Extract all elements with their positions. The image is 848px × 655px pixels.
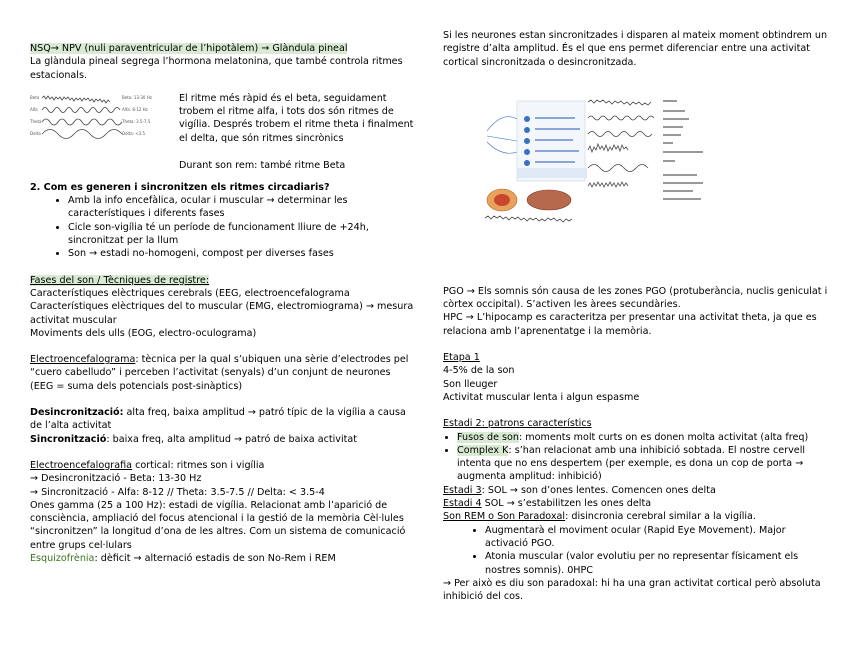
pgo-text: PGO → Els somnis són causa de les zones PGO (protuberància, nuclis geniculat i còrtex occipital). S’activen les àrees secundàries.: [443, 285, 828, 311]
list-item: • Amb la info encefàlica, ocular i muscular → determinar les característiques i diferents fases: [68, 194, 415, 221]
phases-title: Fases del son / Tècniques de registre:: [30, 274, 210, 286]
list-item: • Cicle son-vigília té un període de funcionament lliure de +24h, sincronitzat per la llum: [68, 221, 415, 248]
list-item: • Complex K: s’han relacionat amb una inhibició sobtada. El nostre cervell intenta que no ens despertem (per exemple, es dona un cop de porta → augmenta amplitud: inhibició): [457, 444, 828, 484]
figure-block: [443, 69, 828, 241]
svg-text:Delta: <3.5: Delta: <3.5: [122, 130, 146, 136]
etapa1-line: 4-5% de la son: [443, 365, 515, 377]
svg-text:Beta: Beta: [30, 94, 40, 100]
gamma-text: Ones gamma (25 a 100 Hz): estadi de vigília. Relacionat amb l’aparició de consciència, ampliació del focus atencional i la gestió de la memòria Cèl·lules “sincronitzen” la longitud d’ona de les altres. Com un sistema de comunicació entre grups cel·lulars: [30, 499, 406, 551]
cortical-eeg-title: Electroencefalografia cortical: ritmes son i vigília: [30, 459, 265, 471]
conclusion-text: → Per això es diu son paradoxal: hi ha una gran activitat cortical però absoluta inhibició del cos.: [443, 577, 821, 603]
sync-definition: Sincronització: baixa freq, alta amplitud → patró de baixa activitat: [30, 433, 358, 445]
schizophrenia-line: Esquizofrènia: dèficit → alternació estadis de son No-Rem i REM: [30, 553, 336, 565]
section2-bullets: [30, 194, 415, 260]
desync-definition: Desincronització: alta freq, baixa amplitud → patró típic de la vigília a causa de l’alta activitat: [30, 407, 406, 432]
etapa1-line: Activitat muscular lenta i algun espasme: [443, 391, 640, 403]
phases-line: Característiques elèctriques del to muscular (EMG, electromiograma) → mesura activitat muscular: [30, 301, 414, 326]
sleep-circuit-figure: [485, 96, 775, 223]
estadi4-line: Estadi 4 SOL → s’estabilitzen les ones delta: [443, 498, 652, 510]
list-item: • Atonia muscular (valor evolutiu per no representar físicament els nostres somnis). 0HPC: [485, 550, 828, 577]
svg-text:Alfa: 8-12 Hz: Alfa: 8-12 Hz: [122, 106, 148, 112]
rem-line: Son REM o Son Paradoxal: disincronia cerebral similar a la vigília.: [443, 511, 756, 523]
list-item: • Son → estadi no-homogeni, compost per diverses fases: [68, 247, 415, 260]
sync-alpha-line: → Sincronització - Alfa: 8-12 // Theta: 3.5-7.5 // Delta: < 3.5-4: [30, 486, 325, 498]
phases-line: Característiques elèctriques cerebrals (EEG, electroencefalograma: [30, 287, 350, 299]
section2-title: 2. Com es generen i sincronitzen els ritmes circadiaris?: [30, 181, 330, 193]
list-item: • Fusos de son: moments molt curts on es donen molta activitat (alta freq): [457, 431, 828, 444]
nsq-line: NSQ→ NPV (nuli paraventricular de l’hipotàlem) → Glàndula pineal: [30, 43, 348, 54]
svg-text:Beta: 13-30 Hz: Beta: 13-30 Hz: [122, 94, 152, 100]
svg-text:Theta: Theta: [30, 118, 42, 124]
rem-bullets: [443, 524, 828, 577]
list-item: • Augmentarà el moviment ocular (Rapid Eye Movement). Major activació PGO.: [485, 524, 828, 551]
eeg-definition: Electroencefalograma: tècnica per la qual s’ubiquen una sèrie d’electrodes pel “cuero cabelludo” i perceben l’activitat (senyals) d’un conjunt de neurones (EEG = suma dels potencials post-sinàptics): [30, 354, 409, 392]
etapa1-title: Etapa 1: [443, 352, 480, 364]
sync-intro-text: Si les neurones estan sincronitzades i disparen al mateix moment obtindrem un registre d’alta amplitud. És el que ens permet diferenciar entre una activitat cortical sincronitzada o desincronitzada.: [443, 30, 828, 68]
etapa1-line: Son lleuger: [443, 378, 498, 390]
rem-rhythm-text: Durant son rem: també ritme Beta: [179, 159, 346, 171]
desync-beta-line: → Desincronització - Beta: 13-30 Hz: [30, 473, 202, 485]
phases-line: Moviments dels ulls (EOG, electro-oculograma): [30, 327, 257, 339]
rhythm-text: El ritme més ràpid és el beta, seguidament trobem el ritme alfa, i tots dos són ritmes de vigília. Després trobem el ritme theta i finalment el delta, que són ritmes sincrònics: [179, 92, 414, 144]
hpc-text: HPC → L’hipocamp es caracteritza per presentar una activitat theta, ja que es relaciona amb l’aprenentatge i la memòria.: [443, 312, 817, 337]
pineal-text: La glàndula pineal segrega l’hormona melatonina, que també controla ritmes estacionals.: [30, 56, 403, 81]
estadi2-title: Estadi 2: patrons característics: [443, 418, 592, 430]
svg-text:Delta: Delta: [30, 130, 41, 136]
eeg-rhythms-figure: [30, 94, 165, 144]
left-column: [30, 0, 415, 565]
estadi3-line: Estadi 3: SOL → son d’ones lentes. Comencen ones delta: [443, 484, 716, 496]
right-column: [443, 0, 828, 603]
estadi2-bullets: [443, 431, 828, 484]
rhythm-block: [30, 82, 415, 171]
svg-text:Theta: 3.5-7.5: Theta: 3.5-7.5: [122, 118, 151, 124]
svg-text:Alfa: Alfa: [30, 106, 38, 112]
